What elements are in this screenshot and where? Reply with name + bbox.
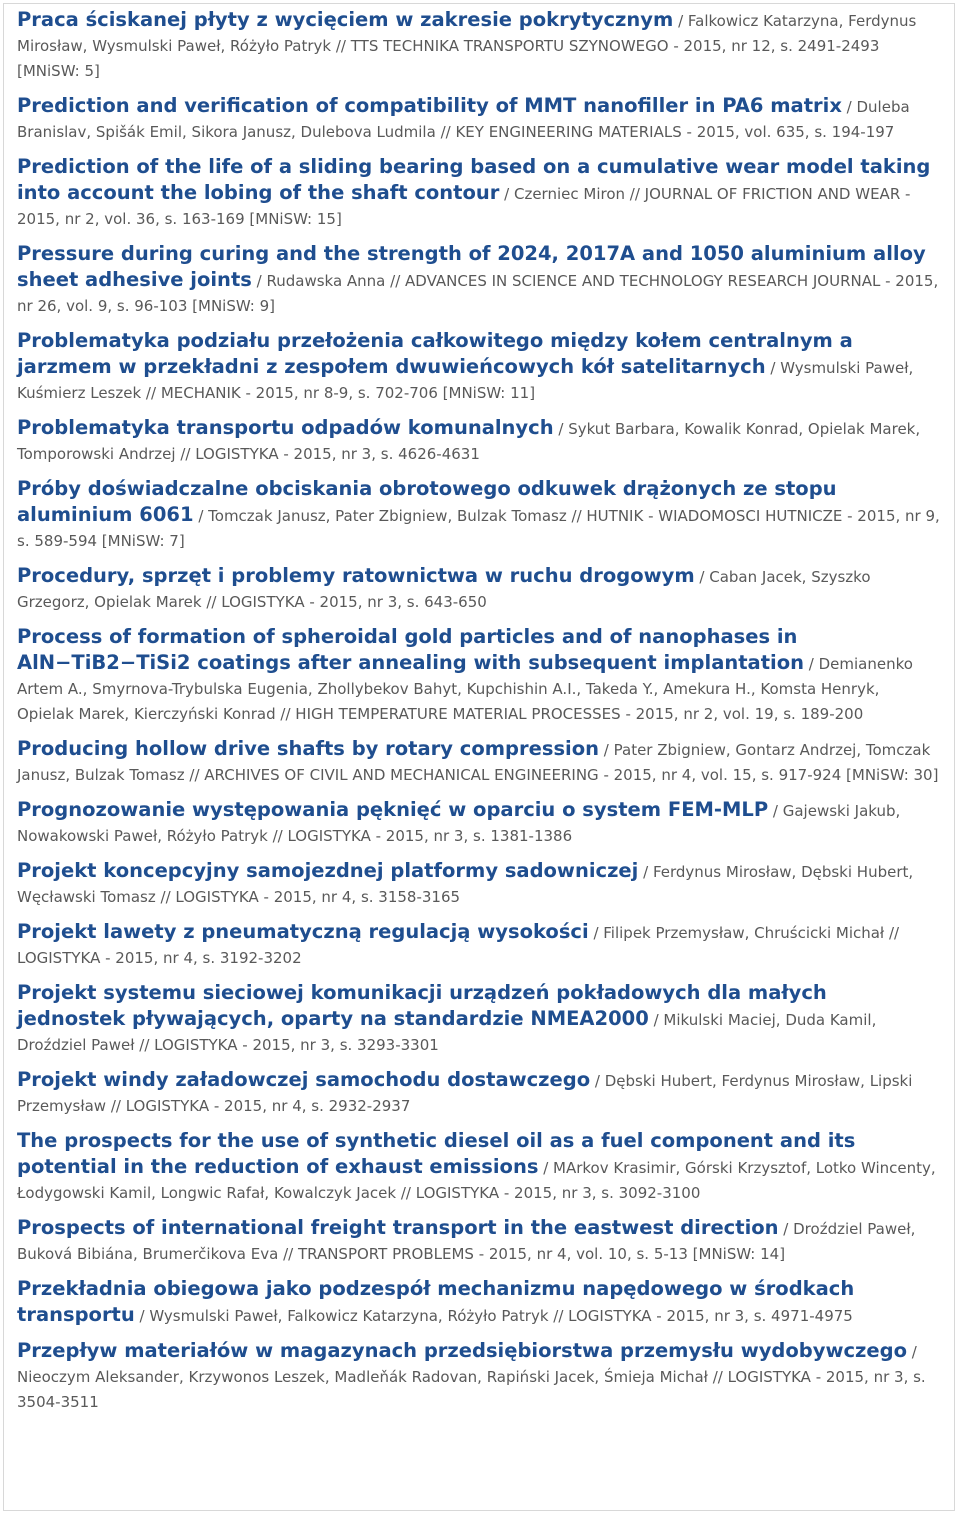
publication-title-link[interactable]: Projekt systemu sieciowej komunikacji urządzeń pokładowych dla małych jednostek pływających, oparty na standardzie NMEA2000 (17, 981, 827, 1030)
source-separator: // (625, 185, 645, 203)
source-separator: // (435, 123, 456, 141)
publication-entry (17, 564, 940, 615)
source-separator: // (267, 827, 288, 845)
publication-source: JOURNAL OF FRICTION AND WEAR - 2015, nr 2, vol. 36, s. 163-169 [MNiSW: 15] (17, 185, 911, 228)
list-item (17, 1277, 940, 1339)
publication-entry (17, 1339, 940, 1415)
source-separator: // (707, 1368, 728, 1386)
publication-authors: Tomczak Janusz, Pater Zbigniew, Bulzak Tomasz (208, 507, 567, 525)
publication-entry (17, 1216, 940, 1267)
list-item (17, 625, 940, 737)
list-item (17, 1339, 940, 1425)
publication-title-link[interactable]: Problematyka podziału przełożenia całkowitego między kołem centralnym a jarzmem w przekładni z zespołem dwuwieńcowych kół satelitarnych (17, 329, 853, 378)
list-item (17, 8, 940, 94)
source-separator: // (396, 1184, 416, 1202)
list-item (17, 981, 940, 1068)
authors-separator: / (193, 507, 209, 525)
authors-separator: / (648, 1011, 664, 1029)
publication-source: LOGISTYKA - 2015, nr 3, s. 4971-4975 (568, 1307, 853, 1325)
publication-authors: Demianenko Artem A., Smyrnova-Trybulska Eugenia, Zhollybekov Bahyt, Kupchishin A.I., Takeda Y., Amekura H., Komsta Henryk, Opielak Marek, Kierczyński Konrad (17, 655, 913, 723)
list-item (17, 155, 940, 242)
publication-authors: Czerniec Miron (513, 185, 626, 203)
publication-source: LOGISTYKA - 2015, nr 4, s. 2932-2937 (125, 1097, 411, 1115)
publication-source: HUTNIK - WIADOMOSCI HUTNICZE - 2015, nr 9, s. 589-594 [MNiSW: 7] (17, 507, 940, 550)
publication-entry (17, 1277, 940, 1329)
publication-authors: Mikulski Maciej, Duda Kamil, Droździel Paweł (17, 1011, 877, 1054)
authors-separator: / (804, 655, 819, 673)
publication-title-link[interactable]: Projekt koncepcyjny samojezdnej platformy sadowniczej (17, 859, 639, 882)
publication-title-link[interactable]: Procedury, sprzęt i problemy ratownictwa w ruchu drogowym (17, 564, 695, 587)
publication-title-link[interactable]: The prospects for the use of synthetic diesel oil as a fuel component and its potential in the reduction of exhaust emissions (17, 1129, 856, 1178)
publication-source: LOGISTYKA - 2015, nr 3, s. 3092-3100 (415, 1184, 701, 1202)
publication-entry (17, 1129, 940, 1206)
authors-separator: / (251, 272, 267, 290)
publication-source: LOGISTYKA - 2015, nr 3, s. 4626-4631 (195, 445, 480, 463)
list-item (17, 242, 940, 329)
publication-authors: Rudawska Anna (266, 272, 386, 290)
publication-title-link[interactable]: Producing hollow drive shafts by rotary compression (17, 737, 600, 760)
list-item (17, 1129, 940, 1216)
list-item (17, 920, 940, 981)
source-separator: // (141, 384, 161, 402)
list-item (17, 477, 940, 564)
source-separator: // (278, 1245, 298, 1263)
list-item (17, 737, 940, 798)
publication-title-link[interactable]: Problematyka transportu odpadów komunalnych (17, 416, 554, 439)
source-separator: // (201, 593, 222, 611)
publication-authors: Nieoczym Aleksander, Krzywonos Leszek, Madleňák Radovan, Rapiński Jacek, Śmieja Michał (17, 1368, 708, 1386)
publication-authors: Pater Zbigniew, Gontarz Andrzej, Tomczak Janusz, Bulzak Tomasz (17, 741, 931, 784)
publication-title-link[interactable]: Prospects of international freight transport in the eastwest direction (17, 1216, 779, 1239)
publication-authors: Wysmulski Paweł, Kuśmierz Leszek (17, 359, 914, 402)
source-separator: // (385, 272, 406, 290)
publication-authors: Filipek Przemysław, Chruścicki Michał (603, 924, 885, 942)
source-separator: // (548, 1307, 569, 1325)
publication-source: HIGH TEMPERATURE MATERIAL PROCESSES - 2015, nr 2, vol. 19, s. 189-200 (295, 705, 864, 723)
authors-separator: / (778, 1220, 794, 1238)
publication-source: LOGISTYKA - 2015, nr 4, s. 3192-3202 (17, 949, 302, 967)
publication-source: ADVANCES IN SCIENCE AND TECHNOLOGY RESEARCH JOURNAL - 2015, nr 26, vol. 9, s. 96-103 [MNiSW: 9] (17, 272, 939, 315)
publication-authors: Ferdynus Mirosław, Dębski Hubert, Węcławski Tomasz (17, 863, 914, 906)
publication-entry (17, 798, 940, 849)
authors-separator: / (590, 1072, 605, 1090)
publication-title-link[interactable]: Projekt windy załadowczej samochodu dostawczego (17, 1068, 591, 1091)
source-separator: // (134, 1036, 155, 1054)
publication-title-link[interactable]: Przepływ materiałów w magazynach przedsiębiorstwa przemysłu wydobywczego (17, 1339, 907, 1362)
authors-separator: / (765, 359, 781, 377)
authors-separator: / (134, 1307, 150, 1325)
publication-entry (17, 920, 940, 971)
authors-separator: / (588, 924, 604, 942)
list-item (17, 798, 940, 859)
list-item (17, 564, 940, 625)
publication-entry (17, 8, 940, 84)
publication-source: KEY ENGINEERING MATERIALS - 2015, vol. 635, s. 194-197 (455, 123, 895, 141)
publication-authors: Wysmulski Paweł, Falkowicz Katarzyna, Różyło Patryk (149, 1307, 549, 1325)
publication-source: LOGISTYKA - 2015, nr 3, s. 643-650 (221, 593, 487, 611)
publication-title-link[interactable]: Process of formation of spheroidal gold particles and of nanophases in AlN−TiB2−TiSi2 coatings after annealing with subsequent implantation (17, 625, 804, 674)
authors-separator: / (673, 12, 688, 30)
publication-authors: Dębski Hubert, Ferdynus Mirosław, Lipski Przemysław (17, 1072, 913, 1115)
authors-separator: / (841, 98, 857, 116)
list-item (17, 329, 940, 416)
source-separator: // (566, 507, 587, 525)
publication-entry (17, 1068, 940, 1119)
authors-separator: / (599, 741, 614, 759)
publication-source: TRANSPORT PROBLEMS - 2015, nr 4, vol. 10, s. 5-13 [MNiSW: 14] (297, 1245, 786, 1263)
authors-separator: / (694, 568, 710, 586)
publication-authors: Sykut Barbara, Kowalik Konrad, Opielak Marek, Tomporowski Andrzej (17, 420, 921, 463)
source-separator: // (884, 924, 900, 942)
authors-separator: / (638, 863, 653, 881)
publication-list-page (3, 3, 955, 1511)
source-separator: // (106, 1097, 126, 1115)
publication-list (4, 4, 954, 1425)
publication-source: MECHANIK - 2015, nr 8-9, s. 702-706 [MNiSW: 11] (160, 384, 536, 402)
publication-source: LOGISTYKA - 2015, nr 3, s. 3504-3511 (17, 1368, 926, 1411)
publication-title-link[interactable]: Przekładnia obiegowa jako podzespół mechanizmu napędowego w środkach transportu (17, 1277, 855, 1326)
publication-entry (17, 859, 940, 910)
list-item (17, 94, 940, 155)
publication-entry (17, 242, 940, 319)
publication-source: ARCHIVES OF CIVIL AND MECHANICAL ENGINEERING - 2015, nr 4, vol. 15, s. 917-924 [MNiSW: 30] (204, 766, 939, 784)
publication-authors: Falkowicz Katarzyna, Ferdynus Mirosław, Wysmulski Paweł, Różyło Patryk (17, 12, 917, 55)
publication-title-link[interactable]: Projekt lawety z pneumatyczną regulacją wysokości (17, 920, 589, 943)
publication-source: LOGISTYKA - 2015, nr 3, s. 3293-3301 (154, 1036, 439, 1054)
list-item (17, 1216, 940, 1277)
publication-authors: Caban Jacek, Szyszko Grzegorz, Opielak Marek (17, 568, 871, 611)
authors-separator: / (906, 1343, 917, 1361)
source-separator: // (155, 888, 176, 906)
authors-separator: / (538, 1159, 554, 1177)
publication-authors: Droździel Paweł, Buková Bibiána, Brumerčikova Eva (17, 1220, 916, 1263)
publication-entry (17, 155, 940, 232)
publication-entry (17, 477, 940, 554)
publication-entry (17, 737, 940, 788)
publication-entry (17, 416, 940, 467)
publication-title-link[interactable]: Próby doświadczalne obciskania obrotowego odkuwek drążonych ze stopu aluminium 6061 (17, 477, 837, 526)
list-item (17, 859, 940, 920)
publication-entry (17, 329, 940, 406)
publication-authors: Duleba Branislav, Spišák Emil, Sikora Janusz, Dulebova Ludmila (17, 98, 910, 141)
source-separator: // (184, 766, 205, 784)
source-separator: // (331, 37, 351, 55)
authors-separator: / (553, 420, 569, 438)
source-separator: // (175, 445, 196, 463)
publication-source: LOGISTYKA - 2015, nr 4, s. 3158-3165 (175, 888, 461, 906)
publication-entry (17, 981, 940, 1058)
publication-source: TTS TECHNIKA TRANSPORTU SZYNOWEGO - 2015, nr 12, s. 2491-2493 [MNiSW: 5] (17, 37, 880, 80)
list-item (17, 416, 940, 477)
publication-title-link[interactable]: Prediction and verification of compatibility of MMT nanofiller in PA6 matrix (17, 94, 842, 117)
publication-title-link[interactable]: Pressure during curing and the strength of 2024, 2017A and 1050 aluminium alloy sheet adhesive joints (17, 242, 926, 291)
authors-separator: / (768, 802, 783, 820)
publication-source: LOGISTYKA - 2015, nr 3, s. 1381-1386 (287, 827, 573, 845)
list-item (17, 1068, 940, 1129)
publication-authors: MArkov Krasimir, Górski Krzysztof, Lotko Wincenty, Łodygowski Kamil, Longwic Rafał, Kowalczyk Jacek (17, 1159, 936, 1202)
source-separator: // (275, 705, 296, 723)
publication-entry (17, 625, 940, 727)
publication-title-link[interactable]: Prognozowanie występowania pęknięć w oparciu o system FEM-MLP (17, 798, 769, 821)
publication-title-link[interactable]: Prediction of the life of a sliding bearing based on a cumulative wear model taking into account the lobing of the shaft contour (17, 155, 931, 204)
publication-entry (17, 94, 940, 145)
publication-title-link[interactable]: Praca ściskanej płyty z wycięciem w zakresie pokrytycznym (17, 8, 674, 31)
authors-separator: / (499, 185, 514, 203)
publication-authors: Gajewski Jakub, Nowakowski Paweł, Różyło Patryk (17, 802, 901, 845)
